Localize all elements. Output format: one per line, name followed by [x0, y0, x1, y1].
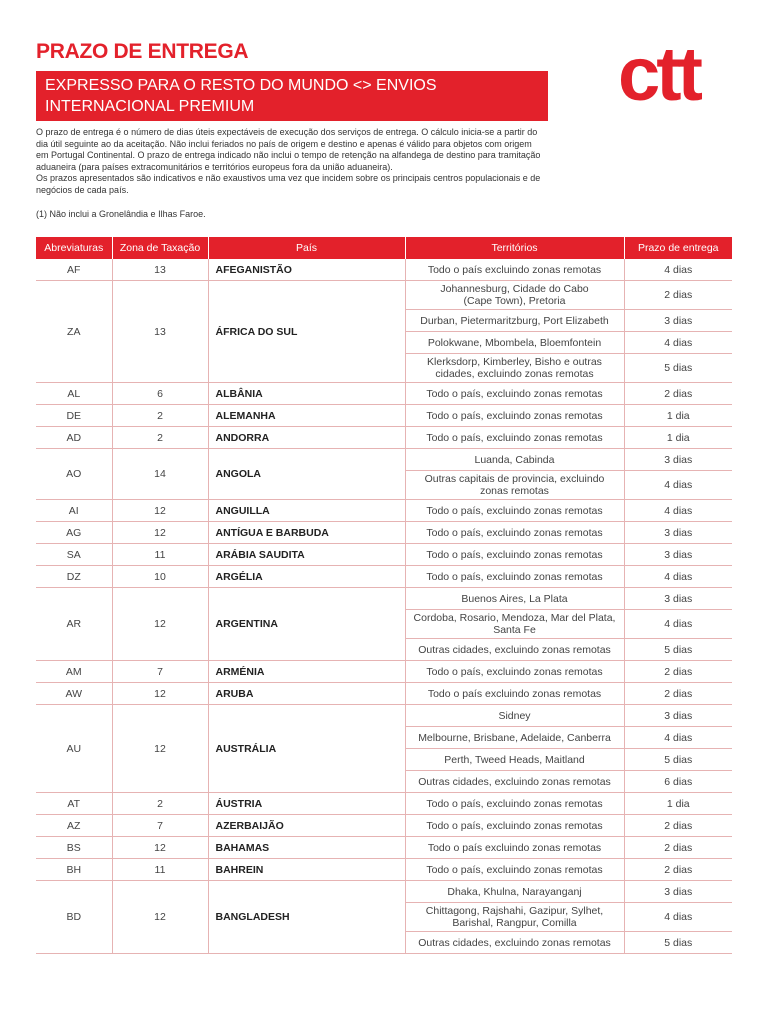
cell-delivery-days: 2 dias [624, 383, 732, 405]
table-row [36, 259, 732, 281]
cell-delivery-days: 4 dias [624, 471, 732, 500]
cell-abbreviation: BD [36, 881, 112, 954]
page-title: PRAZO DE ENTREGA [36, 40, 249, 63]
cell-zone: 12 [112, 683, 208, 705]
cell-territory: Melbourne, Brisbane, Adelaide, Canberra [405, 727, 624, 749]
cell-territory: Outras cidades, excluindo zonas remotas [405, 932, 624, 954]
header-prazo-entrega: Prazo de entrega [624, 237, 732, 259]
cell-territory: Todo o país excluindo zonas remotas [405, 259, 624, 281]
cell-country: BANGLADESH [208, 881, 405, 954]
cell-territory: Buenos Aires, La Plata [405, 588, 624, 610]
cell-country: ANDORRA [208, 427, 405, 449]
table-header-row [36, 237, 732, 259]
table-row [36, 566, 732, 588]
cell-zone: 7 [112, 661, 208, 683]
cell-zone: 12 [112, 522, 208, 544]
cell-country: ARÁBIA SAUDITA [208, 544, 405, 566]
cell-country: BAHREIN [208, 859, 405, 881]
cell-delivery-days: 2 dias [624, 837, 732, 859]
cell-abbreviation: ZA [36, 281, 112, 383]
cell-country: AZERBAIJÃO [208, 815, 405, 837]
cell-delivery-days: 3 dias [624, 705, 732, 727]
cell-territory: Todo o país, excluindo zonas remotas [405, 405, 624, 427]
cell-zone: 14 [112, 449, 208, 500]
cell-delivery-days: 6 dias [624, 771, 732, 793]
cell-abbreviation: SA [36, 544, 112, 566]
table-row [36, 588, 732, 610]
cell-delivery-days: 4 dias [624, 727, 732, 749]
cell-delivery-days: 2 dias [624, 859, 732, 881]
cell-territory: Johannesburg, Cidade do Cabo (Cape Town), Pretoria [405, 281, 624, 310]
cell-territory: Cordoba, Rosario, Mendoza, Mar del Plata, Santa Fe [405, 610, 624, 639]
cell-zone: 12 [112, 837, 208, 859]
cell-country: ANTÍGUA E BARBUDA [208, 522, 405, 544]
ctt-logo: ctt [618, 32, 699, 117]
cell-zone: 2 [112, 427, 208, 449]
cell-territory: Outras cidades, excluindo zonas remotas [405, 639, 624, 661]
cell-territory: Todo o país, excluindo zonas remotas [405, 793, 624, 815]
cell-zone: 2 [112, 793, 208, 815]
cell-zone: 13 [112, 281, 208, 383]
cell-territory: Dhaka, Khulna, Narayanganj [405, 881, 624, 903]
table-row [36, 427, 732, 449]
cell-abbreviation: AT [36, 793, 112, 815]
cell-territory: Durban, Pietermaritzburg, Port Elizabeth [405, 310, 624, 332]
cell-country: ARUBA [208, 683, 405, 705]
cell-territory: Polokwane, Mbombela, Bloemfontein [405, 332, 624, 354]
cell-territory: Perth, Tweed Heads, Maitland [405, 749, 624, 771]
cell-delivery-days: 5 dias [624, 932, 732, 954]
cell-territory: Outras cidades, excluindo zonas remotas [405, 771, 624, 793]
delivery-table [36, 237, 732, 954]
cell-delivery-days: 4 dias [624, 500, 732, 522]
cell-delivery-days: 3 dias [624, 588, 732, 610]
cell-zone: 12 [112, 588, 208, 661]
cell-country: ÁUSTRIA [208, 793, 405, 815]
cell-territory: Todo o país excluindo zonas remotas [405, 837, 624, 859]
table-row [36, 837, 732, 859]
cell-delivery-days: 2 dias [624, 281, 732, 310]
cell-zone: 11 [112, 544, 208, 566]
cell-abbreviation: AM [36, 661, 112, 683]
cell-delivery-days: 3 dias [624, 310, 732, 332]
cell-delivery-days: 5 dias [624, 639, 732, 661]
cell-delivery-days: 4 dias [624, 259, 732, 281]
table-row [36, 281, 732, 310]
cell-country: ÁFRICA DO SUL [208, 281, 405, 383]
cell-territory: Todo o país, excluindo zonas remotas [405, 522, 624, 544]
cell-zone: 6 [112, 383, 208, 405]
table-row [36, 522, 732, 544]
cell-delivery-days: 4 dias [624, 610, 732, 639]
cell-country: ANGUILLA [208, 500, 405, 522]
table-row [36, 683, 732, 705]
cell-delivery-days: 2 dias [624, 815, 732, 837]
banner-line-1: EXPRESSO PARA O RESTO DO MUNDO <> ENVIOS [45, 77, 437, 94]
cell-abbreviation: AW [36, 683, 112, 705]
cell-territory: Chittagong, Rajshahi, Gazipur, Sylhet, Barishal, Rangpur, Comilla [405, 903, 624, 932]
cell-zone: 12 [112, 705, 208, 793]
cell-territory: Sidney [405, 705, 624, 727]
cell-territory: Outras capitais de provincia, excluindo zonas remotas [405, 471, 624, 500]
cell-territory: Todo o país, excluindo zonas remotas [405, 859, 624, 881]
cell-delivery-days: 3 dias [624, 881, 732, 903]
cell-abbreviation: BH [36, 859, 112, 881]
cell-abbreviation: AG [36, 522, 112, 544]
cell-country: AFEGANISTÃO [208, 259, 405, 281]
intro-paragraph-2: Os prazos apresentados são indicativos e não exaustivos uma vez que incidem sobre os principais centros populacionais e de negócios de cada país. [36, 173, 541, 195]
table-row [36, 815, 732, 837]
cell-country: AUSTRÁLIA [208, 705, 405, 793]
cell-delivery-days: 1 dia [624, 793, 732, 815]
cell-delivery-days: 1 dia [624, 427, 732, 449]
service-banner [36, 71, 548, 121]
table-row [36, 500, 732, 522]
cell-territory: Todo o país, excluindo zonas remotas [405, 383, 624, 405]
table-row [36, 859, 732, 881]
cell-abbreviation: DZ [36, 566, 112, 588]
cell-delivery-days: 1 dia [624, 405, 732, 427]
cell-delivery-days: 5 dias [624, 749, 732, 771]
cell-zone: 13 [112, 259, 208, 281]
table-row [36, 881, 732, 903]
cell-territory: Todo o país, excluindo zonas remotas [405, 544, 624, 566]
cell-zone: 12 [112, 881, 208, 954]
cell-zone: 7 [112, 815, 208, 837]
cell-zone: 10 [112, 566, 208, 588]
table-row [36, 449, 732, 471]
cell-country: ARGÉLIA [208, 566, 405, 588]
cell-delivery-days: 3 dias [624, 449, 732, 471]
cell-delivery-days: 2 dias [624, 683, 732, 705]
cell-abbreviation: AF [36, 259, 112, 281]
table-row [36, 383, 732, 405]
cell-delivery-days: 4 dias [624, 332, 732, 354]
cell-territory: Todo o país, excluindo zonas remotas [405, 815, 624, 837]
header-pais: País [208, 237, 405, 259]
cell-territory: Todo o país, excluindo zonas remotas [405, 500, 624, 522]
cell-country: ALEMANHA [208, 405, 405, 427]
table-row [36, 793, 732, 815]
table-row [36, 661, 732, 683]
cell-abbreviation: DE [36, 405, 112, 427]
cell-country: ALBÂNIA [208, 383, 405, 405]
table-row [36, 544, 732, 566]
intro-footnote: (1) Não inclui a Gronelândia e Ilhas Faroe. [36, 208, 206, 219]
cell-country: BAHAMAS [208, 837, 405, 859]
table-row [36, 705, 732, 727]
cell-abbreviation: AO [36, 449, 112, 500]
cell-abbreviation: AL [36, 383, 112, 405]
cell-abbreviation: AZ [36, 815, 112, 837]
cell-delivery-days: 4 dias [624, 566, 732, 588]
intro-text [36, 127, 546, 220]
cell-territory: Luanda, Cabinda [405, 449, 624, 471]
cell-territory: Todo o país, excluindo zonas remotas [405, 661, 624, 683]
cell-territory: Todo o país, excluindo zonas remotas [405, 566, 624, 588]
cell-zone: 2 [112, 405, 208, 427]
table-row [36, 405, 732, 427]
header-territorios: Territórios [405, 237, 624, 259]
cell-abbreviation: AU [36, 705, 112, 793]
cell-zone: 11 [112, 859, 208, 881]
cell-territory: Todo o país, excluindo zonas remotas [405, 427, 624, 449]
cell-abbreviation: BS [36, 837, 112, 859]
cell-territory: Todo o país excluindo zonas remotas [405, 683, 624, 705]
cell-country: ANGOLA [208, 449, 405, 500]
banner-line-2: INTERNACIONAL PREMIUM [45, 98, 255, 115]
cell-territory: Klerksdorp, Kimberley, Bisho e outras cidades, excluindo zonas remotas [405, 354, 624, 383]
cell-delivery-days: 5 dias [624, 354, 732, 383]
header-abreviaturas: Abreviaturas [36, 237, 112, 259]
cell-delivery-days: 3 dias [624, 522, 732, 544]
cell-abbreviation: AR [36, 588, 112, 661]
cell-abbreviation: AI [36, 500, 112, 522]
cell-country: ARMÉNIA [208, 661, 405, 683]
cell-delivery-days: 3 dias [624, 544, 732, 566]
cell-country: ARGENTINA [208, 588, 405, 661]
cell-delivery-days: 2 dias [624, 661, 732, 683]
intro-paragraph-1: O prazo de entrega é o número de dias úteis expectáveis de execução dos serviços de entrega. O cálculo inicia-se a partir do dia útil seguinte ao da aceitação. Não inclui feriados no país de origem e destino e apenas é válido para objetos com origem em Portugal Continental. O prazo de entrega indicado não inclui o tempo de retenção na alfandega de destino para tramitação aduaneira (para países extracomunitários e territórios europeus fora da união aduaneira). [36, 127, 541, 172]
cell-zone: 12 [112, 500, 208, 522]
header-zona-taxacao: Zona de Taxação [112, 237, 208, 259]
cell-delivery-days: 4 dias [624, 903, 732, 932]
table-body [36, 259, 732, 954]
cell-abbreviation: AD [36, 427, 112, 449]
